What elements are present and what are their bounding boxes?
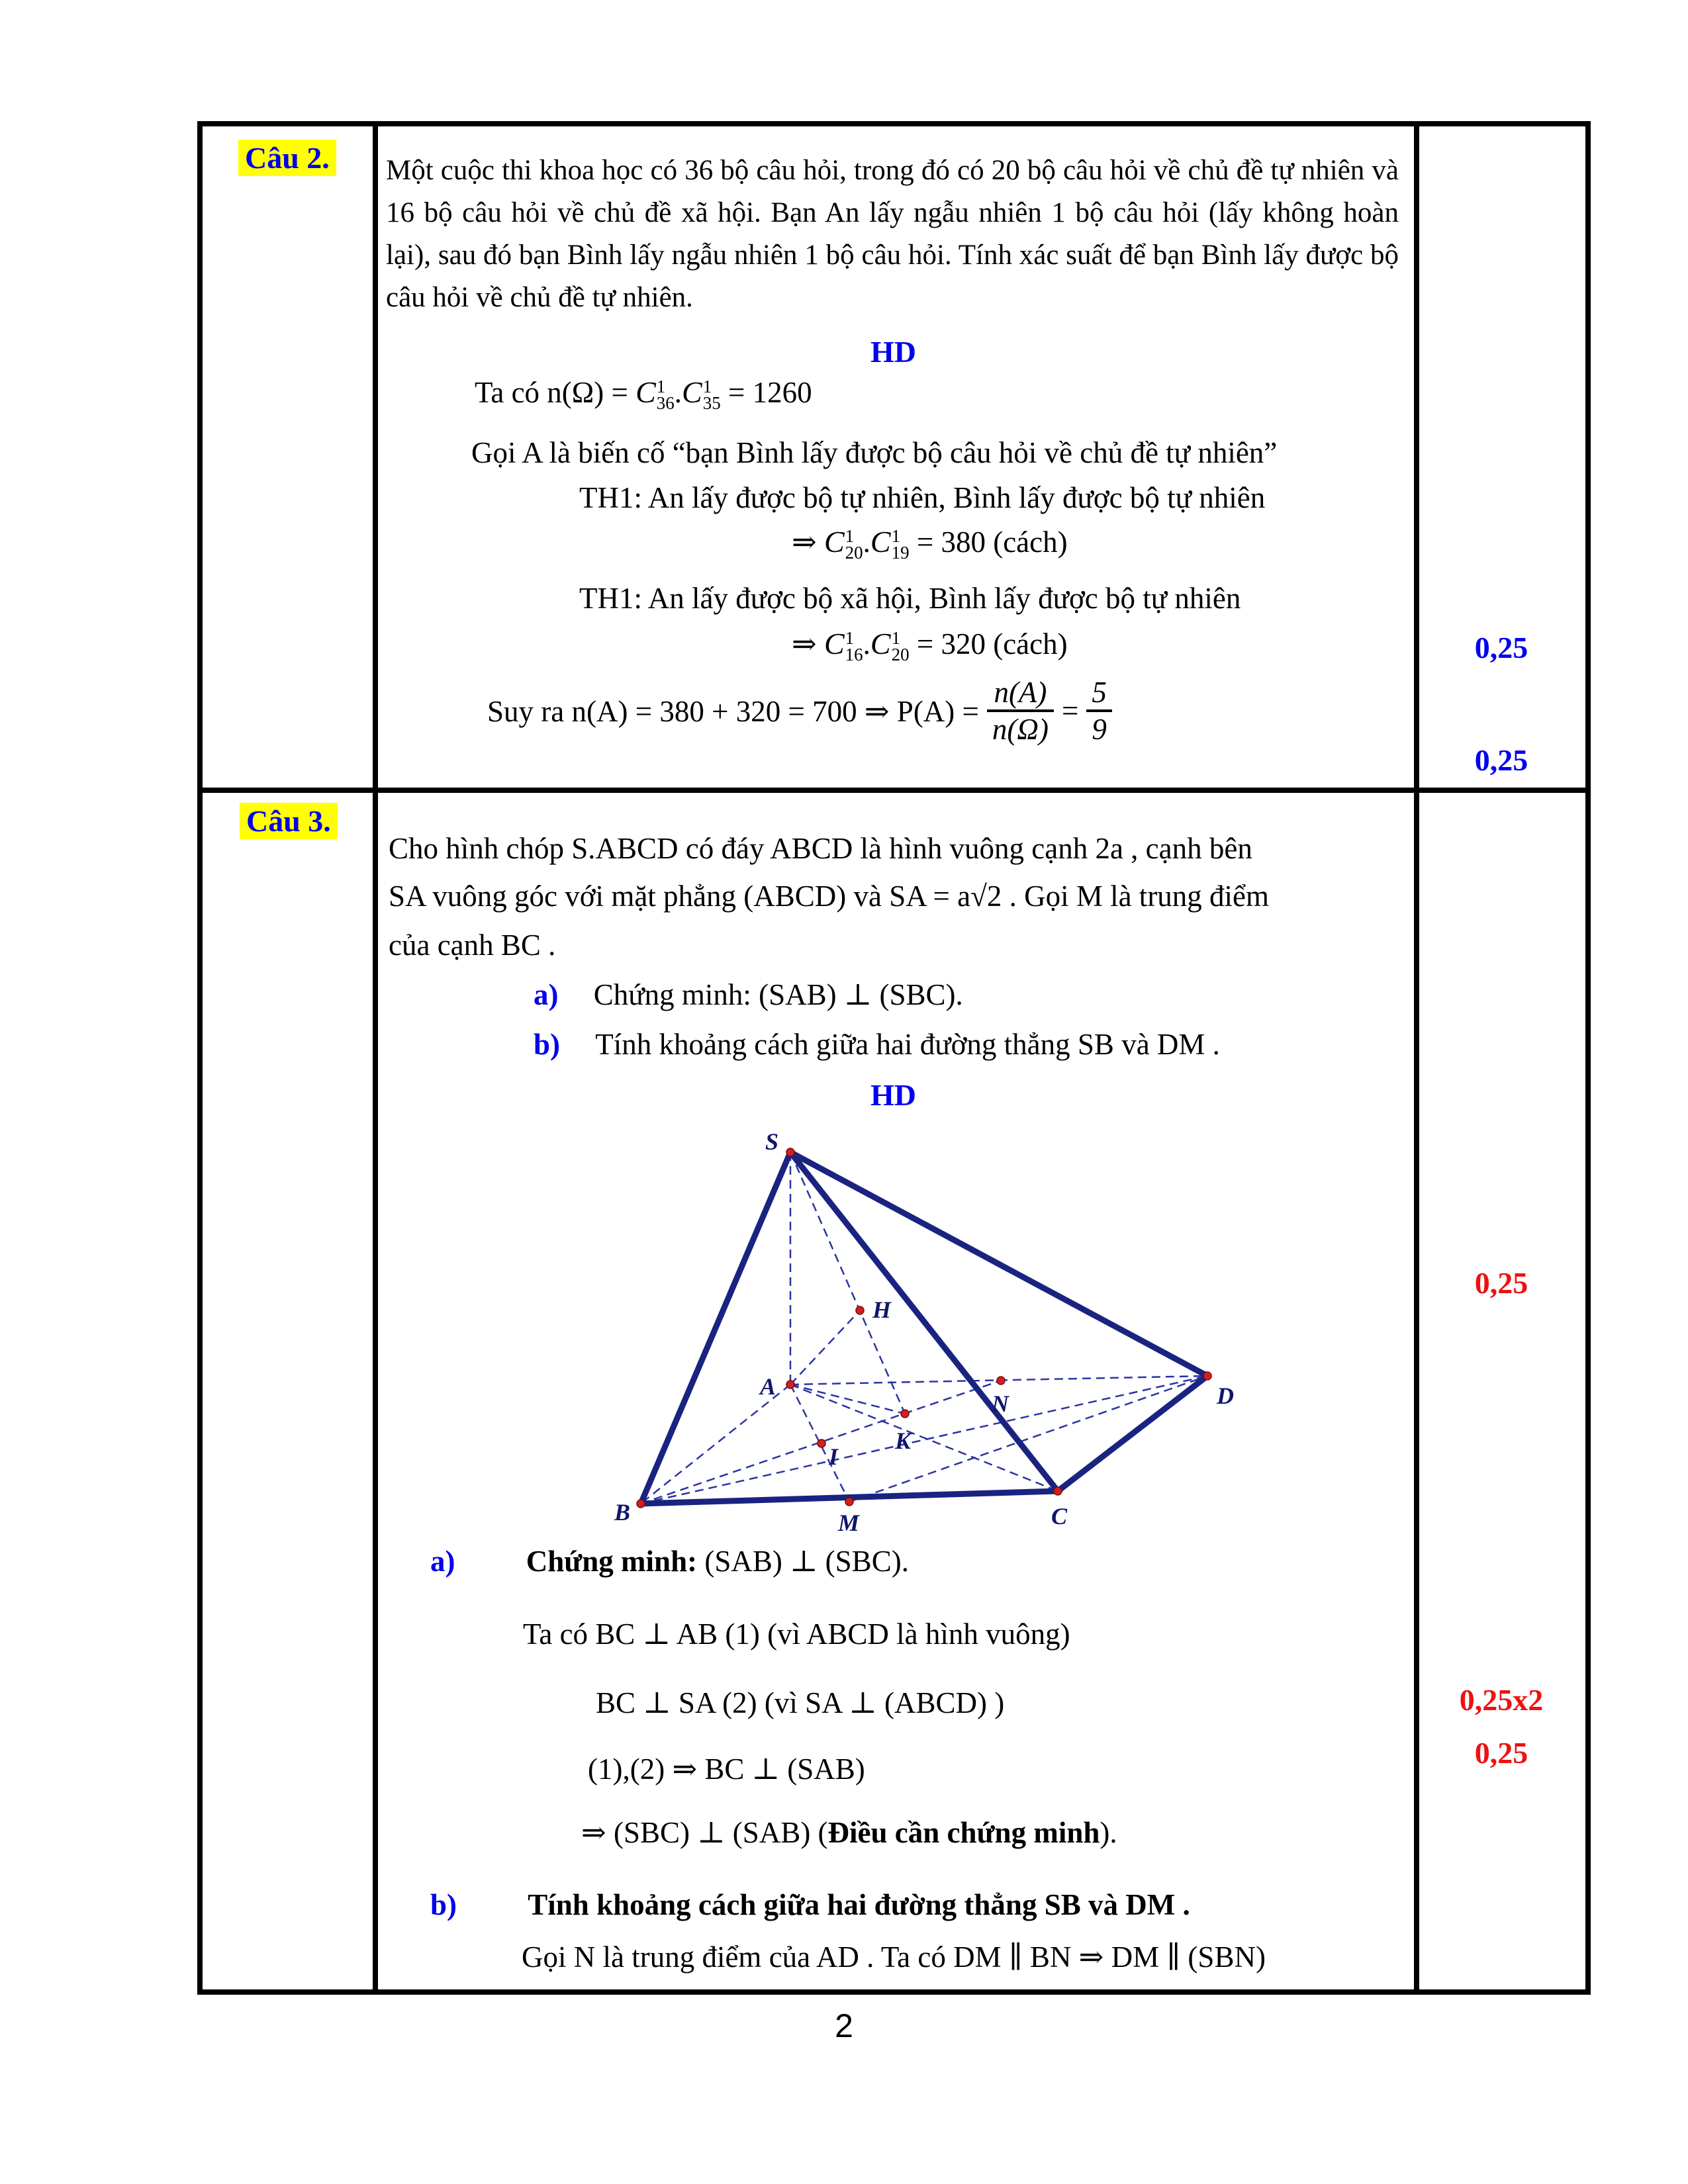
vertex-label-C: C [1051, 1503, 1068, 1529]
point-dot-A [786, 1381, 794, 1388]
count-result: = 320 (cách) [909, 627, 1068, 660]
vertex-label-B: B [614, 1499, 631, 1525]
combination-term [823, 524, 863, 563]
q3-sol-b-heading [430, 1888, 1190, 1922]
vertex-label-H: H [872, 1297, 892, 1323]
sol-a-conclusion-pre: ⇒ (SBC) ⊥ (SAB) ( [581, 1816, 828, 1849]
point-dot-B [637, 1500, 645, 1508]
point-dot-S [786, 1148, 794, 1156]
point-dot-C [1054, 1487, 1062, 1495]
fraction-denominator: 9 [1092, 713, 1107, 746]
combination-term [635, 375, 675, 413]
point-dot-N [997, 1377, 1005, 1385]
c-symbol: C [823, 525, 845, 559]
point-dot-H [856, 1306, 864, 1314]
q3-score-2: 0,25x2 [1459, 1683, 1544, 1717]
q2-line-event: Gọi A là biến cố “bạn Bình lấy được bộ câu hỏi về chủ đề tự nhiên” [471, 436, 1278, 469]
q3-score-3: 0,25 [1474, 1736, 1528, 1770]
combination-term [823, 626, 863, 664]
c-sub: 36 [656, 392, 675, 413]
c-sub: 20 [845, 542, 863, 563]
vertex-label-I: I [829, 1443, 839, 1470]
equals-sign: = [1061, 694, 1079, 727]
c-sub: 16 [845, 644, 863, 664]
fraction-nA-nOmega [987, 675, 1054, 747]
q3-sol-a-heading [430, 1543, 909, 1578]
sol-b-marker: b) [430, 1888, 457, 1921]
vertex-dots [637, 1148, 1211, 1508]
visible-edges [641, 1152, 1207, 1504]
c-symbol: C [870, 525, 891, 559]
item-b-text: Tính khoảng cách giữa hai đường thẳng SB và DM . [595, 1028, 1220, 1061]
c-sub: 35 [702, 392, 721, 413]
item-a-text: Chứng minh: (SAB) ⊥ (SBC). [593, 978, 963, 1011]
item-a-marker: a) [534, 978, 559, 1011]
q2-label-cell [238, 140, 336, 175]
c-super: 1 [845, 525, 855, 546]
sol-a-title: Chứng minh: [526, 1545, 698, 1578]
fraction-denominator: n(Ω) [992, 713, 1049, 746]
c-super: 1 [702, 376, 712, 396]
q2-score-2: 0,25 [1474, 743, 1528, 777]
sol-b-title: Tính khoảng cách giữa hai đường thẳng SB và DM . [528, 1888, 1190, 1921]
c-super: 1 [891, 627, 901, 648]
sol-a-conclusion-bold: Điều cần chứng minh [827, 1816, 1100, 1849]
dot: . [863, 627, 870, 660]
vertex-label-A: A [760, 1373, 776, 1400]
q3-hd-heading: HD [870, 1078, 916, 1112]
q3-sol-a-line-3: (1),(2) ⇒ BC ⊥ (SAB) [588, 1752, 865, 1786]
c-super: 1 [845, 627, 855, 648]
q2-line-omega [475, 375, 812, 413]
sol-a-marker: a) [430, 1545, 455, 1578]
q3-score-1: 0,25 [1474, 1266, 1528, 1300]
c-sub: 20 [891, 644, 910, 664]
q2-label: Câu 2. [238, 140, 336, 176]
dot: . [674, 376, 682, 409]
q2-problem-text: Một cuộc thi khoa học có 36 bộ câu hỏi, trong đó có 20 bộ câu hỏi về chủ đề tự nhiên và 16 bộ câu hỏi về chủ đề xã hội. Bạn An lấy ngẫu nhiên 1 bộ câu hỏi (lấy không hoàn lại), sau đó bạn Bình lấy ngẫu nhiên 1 bộ câu hỏi. Tính xác suất để bạn Bình lấy được bộ câu hỏi về chủ đề tự nhiên. [386, 155, 1399, 313]
c-super: 1 [891, 525, 901, 546]
q2-line-case1: TH1: An lấy được bộ tự nhiên, Bình lấy được bộ tự nhiên [579, 481, 1266, 514]
vertex-label-M: M [838, 1510, 860, 1532]
q2-line-case1-count [792, 524, 1068, 563]
q2-omega-result: = 1260 [720, 376, 812, 409]
q3-problem-line-1: Cho hình chóp S.ABCD có đáy ABCD là hình vuông cạnh 2a , cạnh bên [389, 832, 1252, 865]
q3-sol-a-line-2: BC ⊥ SA (2) (vì SA ⊥ (ABCD) ) [596, 1686, 1005, 1719]
dot: . [863, 525, 870, 559]
combination-term [682, 375, 721, 413]
fraction-numerator: n(A) [987, 675, 1054, 712]
q2-hd-heading: HD [870, 335, 916, 369]
q3-sol-a-line-1: Ta có BC ⊥ AB (1) (vì ABCD là hình vuông) [523, 1617, 1070, 1651]
q3-label: Câu 3. [240, 803, 338, 839]
fraction-numerator: 5 [1086, 675, 1112, 712]
q3-problem-line-2: SA vuông góc với mặt phẳng (ABCD) và SA = a√2 . Gọi M là trung điểm [389, 880, 1270, 913]
vertex-label-K: K [895, 1428, 912, 1454]
q3-item-b [534, 1027, 1220, 1062]
q3-sol-a-line-4 [581, 1815, 1117, 1850]
vertex-label-N: N [992, 1390, 1009, 1417]
vertex-labels [614, 1128, 1234, 1532]
q2-score-1: 0,25 [1474, 631, 1528, 664]
q3-sol-b-line-1: Gọi N là trung điểm của AD . Ta có DM ∥ BN ⇒ DM ∥ (SBN) [522, 1940, 1266, 1974]
combination-term [870, 524, 910, 563]
point-dot-D [1203, 1372, 1211, 1380]
vertex-label-D: D [1217, 1383, 1234, 1409]
fraction-5-9 [1086, 675, 1112, 747]
sol-a-conclusion-post: ). [1100, 1816, 1117, 1849]
sol-a-title-rest: (SAB) ⊥ (SBC). [704, 1545, 909, 1578]
point-dot-M [845, 1498, 853, 1506]
c-sub: 19 [891, 542, 910, 563]
vertex-label-S: S [765, 1128, 779, 1155]
q3-label-cell [240, 803, 338, 839]
q2-line-case2: TH1: An lấy được bộ xã hội, Bình lấy được bộ tự nhiên [579, 582, 1241, 615]
q2-omega-prefix: Ta có n(Ω) = [475, 376, 636, 409]
column-divider-1 [373, 121, 378, 1995]
q3-problem-line-3: của cạnh BC . [389, 929, 556, 962]
implies: ⇒ [792, 525, 824, 559]
pyramid-figure [596, 1122, 1291, 1532]
page-number: 2 [835, 2007, 853, 2044]
point-dot-K [901, 1410, 909, 1418]
implies: ⇒ [792, 627, 824, 660]
q2-line-case2-count [792, 626, 1068, 664]
c-super: 1 [656, 376, 666, 396]
row-divider [197, 788, 1591, 793]
q3-item-a [534, 977, 963, 1012]
c-symbol: C [870, 627, 891, 660]
c-symbol: C [635, 375, 656, 409]
count-result: = 380 (cách) [909, 525, 1068, 559]
item-b-marker: b) [534, 1028, 561, 1061]
conclusion-prefix: Suy ra n(A) = 380 + 320 = 700 ⇒ P(A) = [487, 694, 979, 728]
c-symbol: C [823, 627, 845, 660]
c-symbol: C [682, 375, 702, 409]
q2-line-conclusion [487, 675, 1120, 747]
point-dot-I [818, 1439, 825, 1447]
combination-term [870, 626, 910, 664]
